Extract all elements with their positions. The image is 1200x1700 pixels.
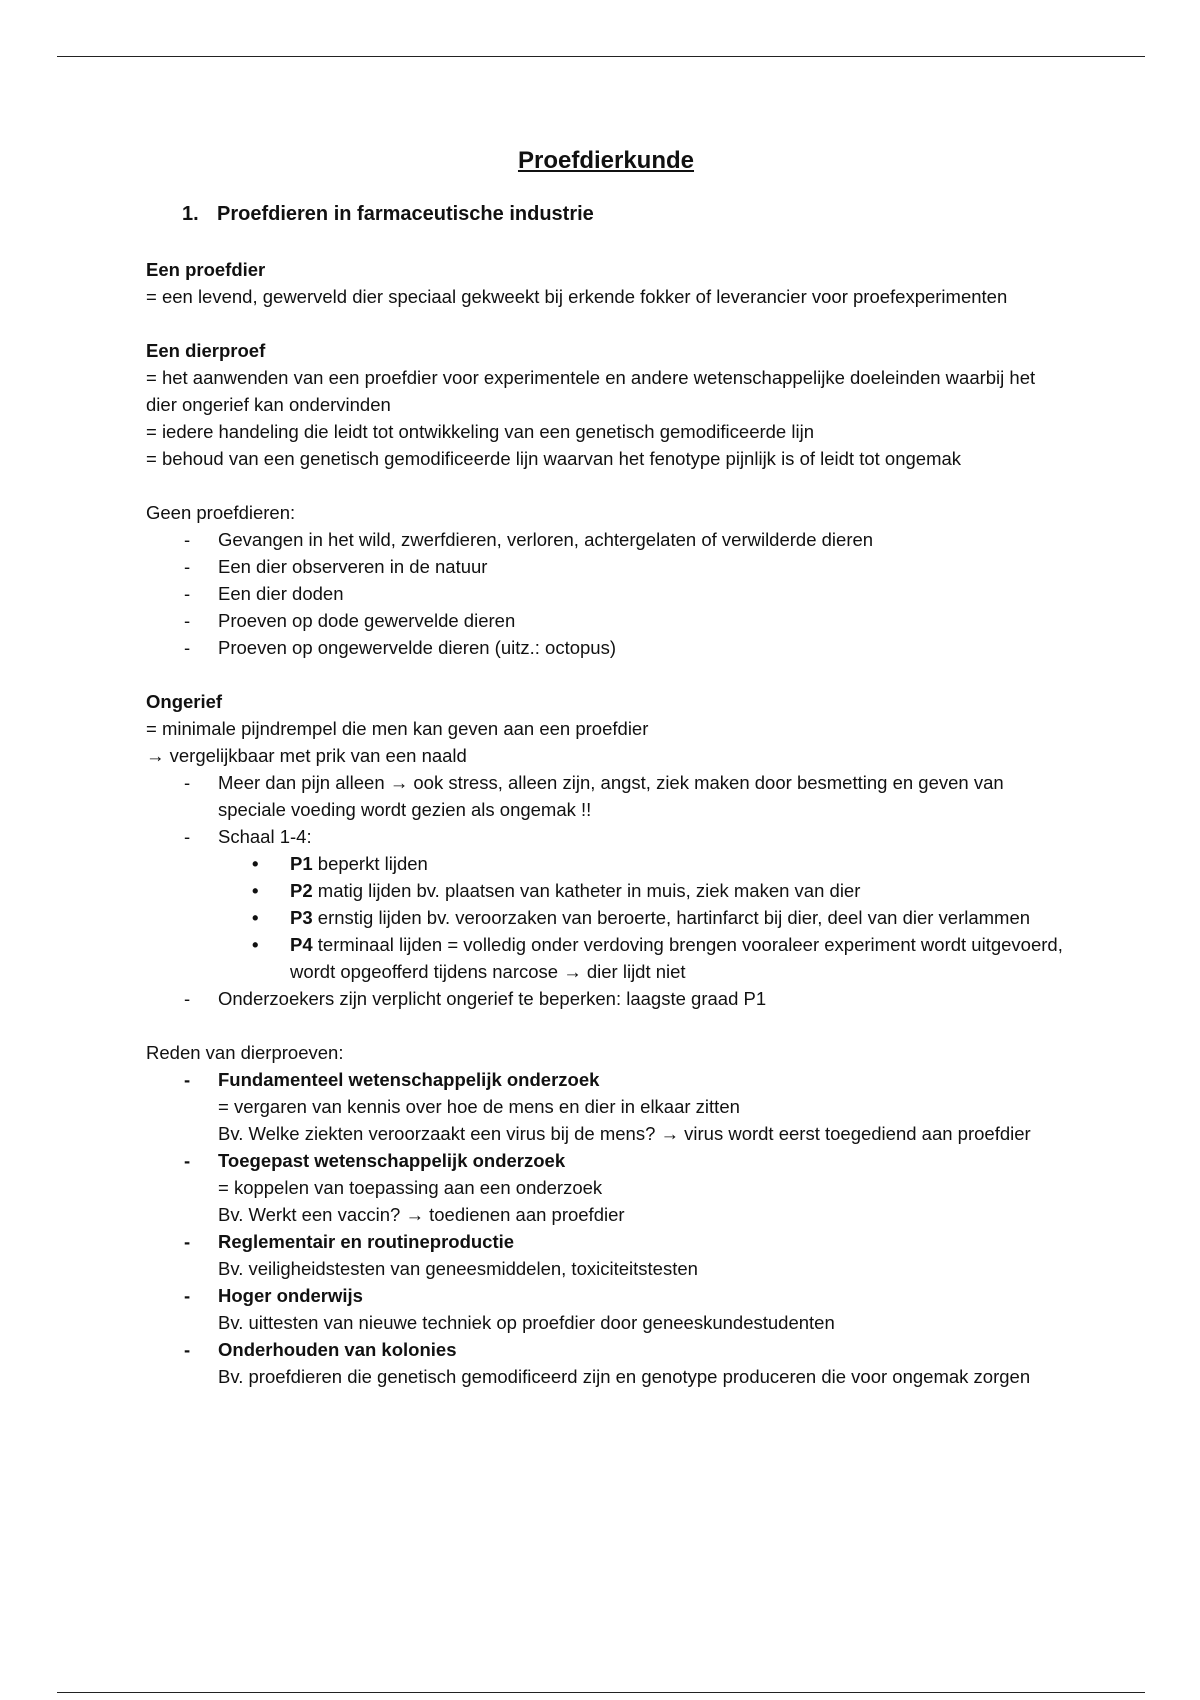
list-item [218,823,1066,985]
term-ongerief: Ongerief [146,691,223,712]
geen-intro: Geen proefdieren: [146,502,296,523]
list-item: - Proeven op dode gewervelde dieren [218,607,1066,634]
scale-item [290,904,1066,931]
section-heading [182,200,1066,228]
reden-line: Bv. Werkt een vaccin? → toedienen aan proefdier [218,1204,625,1225]
list-item: - Een dier observeren in de natuur [218,553,1066,580]
term-proefdier: Een proefdier [146,259,266,280]
scale-text: matig lijden bv. plaatsen van katheter in muis, ziek maken van dier [312,880,861,901]
reden-title: - Reglementair en routineproductie [218,1231,515,1252]
list-item: - Gevangen in het wild, zwerfdieren, verloren, achtergelaten of verwilderde dieren [218,526,1066,553]
document-body [146,146,1066,1417]
reden-title: - Fundamenteel wetenschappelijk onderzoek [218,1069,600,1090]
reden-item [218,1147,1066,1228]
geen-proefdieren [146,499,1066,661]
definition-line: = het aanwenden van een proefdier voor experimentele en andere wetenschappelijke doeleinden waarbij het dier ongerief kan ondervinden [146,367,1036,415]
reden-title: - Toegepast wetenschappelijk onderzoek [218,1150,566,1171]
section-number: 1. [182,203,199,225]
reden-list [146,1066,1066,1390]
definition-line: = minimale pijndrempel die men kan geven aan een proefdier [146,718,649,739]
reden-intro: Reden van dierproeven: [146,1042,344,1063]
reden-item [218,1282,1066,1336]
scale-text: ernstig lijden bv. veroorzaken van beroerte, hartinfarct bij dier, deel van dier verlammen [312,907,1031,928]
definition-line: = een levend, gewerveld dier speciaal gekweekt bij erkende fokker of leverancier voor proefexperimenten [146,286,1008,307]
ongerief-section [146,688,1066,1012]
reden-line: = vergaren van kennis over hoe de mens en dier in elkaar zitten [218,1096,740,1117]
scale-intro: Schaal 1-4: [218,826,312,847]
definition-line: = behoud van een genetisch gemodificeerde lijn waarvan het fenotype pijnlijk is of leidt tot ongemak [146,448,962,469]
reden-line: Bv. proefdieren die genetisch gemodificeerd zijn en genotype produceren die voor ongemak zorgen [218,1366,1031,1387]
reden-line: = koppelen van toepassing aan een onderzoek [218,1177,603,1198]
scale-list [218,850,1066,985]
definition-dierproef [146,337,1066,472]
section-title: Proefdieren in farmaceutische industrie [217,203,594,225]
reden-line: Bv. veiligheidstesten van geneesmiddelen, toxiciteitstesten [218,1258,698,1279]
footer-rule [57,1692,1145,1693]
scale-text: terminaal lijden = volledig onder verdoving brengen vooraleer experiment wordt uitgevoerd, wordt opgeofferd tijdens narcose → dier lijdt niet [290,934,1063,982]
reden-line: Bv. Welke ziekten veroorzaakt een virus bij de mens? → virus wordt eerst toegediend aan proefdier [218,1123,1031,1144]
geen-list [146,526,1066,661]
scale-label: P1 [290,853,313,874]
scale-label: P2 [290,880,313,901]
definition-line: = iedere handeling die leidt tot ontwikkeling van een genetisch gemodificeerde lijn [146,421,814,442]
reden-title: - Hoger onderwijs [218,1285,363,1306]
definition-line: → vergelijkbaar met prik van een naald [146,745,467,766]
reden-item [218,1336,1066,1390]
reden-title: - Onderhouden van kolonies [218,1339,457,1360]
definition-proefdier [146,256,1066,310]
reden-section [146,1039,1066,1390]
reden-item [218,1066,1066,1147]
scale-item [290,877,1066,904]
page-title: Proefdierkunde [517,147,695,174]
term-dierproef: Een dierproef [146,340,266,361]
scale-label: P4 [290,934,313,955]
list-item: - Een dier doden [218,580,1066,607]
scale-text: beperkt lijden [312,853,428,874]
scale-item [290,931,1066,985]
scale-label: P3 [290,907,313,928]
list-item: - Proeven op ongewervelde dieren (uitz.: octopus) [218,634,1066,661]
scale-item [290,850,1066,877]
list-item: - Onderzoekers zijn verplicht ongerief te beperken: laagste graad P1 [218,985,1066,1012]
reden-line: Bv. uittesten van nieuwe techniek op proefdier door geneeskundestudenten [218,1312,835,1333]
reden-item [218,1228,1066,1282]
ongerief-list [146,769,1066,1012]
header-rule [57,56,1145,57]
list-item: - Meer dan pijn alleen → ook stress, alleen zijn, angst, ziek maken door besmetting en geven van speciale voeding wordt gezien als ongemak !! [218,769,1066,823]
